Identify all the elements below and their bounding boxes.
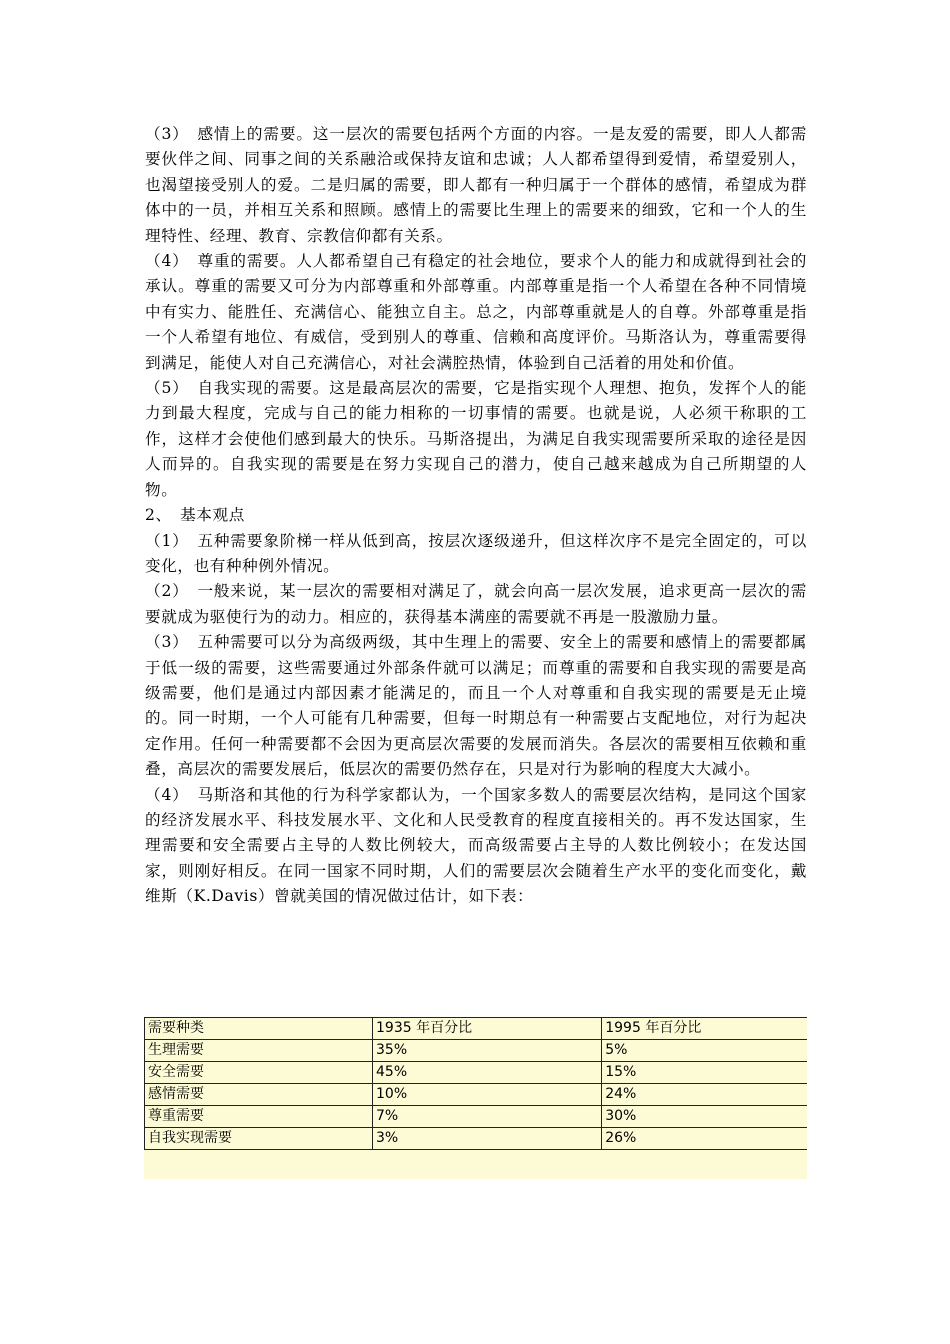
document-body — [145, 122, 807, 910]
header-cell: 1995 年百分比 — [602, 1018, 807, 1040]
table-row — [145, 1106, 808, 1128]
table-cell: 10% — [373, 1084, 602, 1106]
section-heading: 2、 基本观点 — [145, 506, 245, 525]
table-cell: 尊重需要 — [145, 1106, 373, 1128]
point-4: （4） 马斯洛和其他的行为科学家都认为，一个国家多数人的需要层次结构，是同这个国家的经济发展水平、科技发展水平、文化和人民受教育的程度直接相关的。再不发达国家，生理需要和安全需要占主导的人数比例较大，而高级需要占主导的人数比例较小；在发达国家，则刚好相反。在同一国家不同时期，人们的需要层次会随着生产水平的变化而变化，戴维斯（K.Davis）曾就美国的情况做过估计，如下表： — [145, 785, 807, 906]
table-cell: 生理需要 — [145, 1040, 373, 1062]
table-cell: 30% — [602, 1106, 807, 1128]
table-cell: 24% — [602, 1084, 807, 1106]
needs-percentage-table — [144, 1017, 807, 1179]
table-cell: 26% — [602, 1128, 807, 1150]
data-table — [144, 1017, 807, 1150]
paragraph-esteem-needs: （4） 尊重的需要。人人都希望自己有稳定的社会地位，要求个人的能力和成就得到社会的承认。尊重的需要又可分为内部尊重和外部尊重。内部尊重是指一个人希望在各种不同情境中有实力、能胜任、充满信心、能独立自主。总之，内部尊重就是人的自尊。外部尊重是指一个人希望有地位、有威信，受到别人的尊重、信赖和高度评价。马斯洛认为，尊重需要得到满足，能使人对自己充满信心，对社会满腔热情，体验到自己活着的用处和价值。 — [145, 252, 807, 372]
table-header-row — [145, 1018, 808, 1040]
table-row — [145, 1062, 808, 1084]
point-2: （2） 一般来说，某一层次的需要相对满足了，就会向高一层次发展，追求更高一层次的需要就成为驱使行为的动力。相应的，获得基本满座的需要就不再是一股激励力量。 — [145, 582, 807, 626]
table-cell: 45% — [373, 1062, 602, 1084]
point-1: （1） 五种需要象阶梯一样从低到高，按层次逐级递升，但这样次序不是完全固定的，可以变化，也有种种例外情况。 — [145, 531, 807, 575]
table-cell: 3% — [373, 1128, 602, 1150]
header-cell: 1935 年百分比 — [373, 1018, 602, 1040]
table-cell: 感情需要 — [145, 1084, 373, 1106]
table-row — [145, 1084, 808, 1106]
table-row — [145, 1040, 808, 1062]
table-row — [145, 1128, 808, 1150]
table-cell: 7% — [373, 1106, 602, 1128]
table-cell: 35% — [373, 1040, 602, 1062]
point-3: （3） 五种需要可以分为高级两级，其中生理上的需要、安全上的需要和感情上的需要都属于低一级的需要，这些需要通过外部条件就可以满足；而尊重的需要和自我实现的需要是高级需要，他们是通过内部因素才能满足的，而且一个人对尊重和自我实现的需要是无止境的。同一时期，一个人可能有几种需要，但每一时期总有一种需要占支配地位，对行为起决定作用。任何一种需要都不会因为更高层次需要的发展而消失。各层次的需要相互依赖和重叠，高层次的需要发展后，低层次的需要仍然存在，只是对行为影响的程度大大减小。 — [145, 633, 807, 779]
header-cell: 需要种类 — [145, 1018, 373, 1040]
paragraph-self-actualization: （5） 自我实现的需要。这是最高层次的需要，它是指实现个人理想、抱负，发挥个人的能力到最大程度，完成与自己的能力相称的一切事情的需要。也就是说，人必须干称职的工作，这样才会使他们感到最大的快乐。马斯洛提出，为满足自我实现需要所采取的途径是因人而异的。自我实现的需要是在努力实现自己的潜力，使自己越来越成为自己所期望的人物。 — [145, 379, 807, 499]
table-cell: 5% — [602, 1040, 807, 1062]
table-cell: 安全需要 — [145, 1062, 373, 1084]
table-cell: 自我实现需要 — [145, 1128, 373, 1150]
table-cell: 15% — [602, 1062, 807, 1084]
paragraph-emotional-needs: （3） 感情上的需要。这一层次的需要包括两个方面的内容。一是友爱的需要，即人人都需要伙伴之间、同事之间的关系融洽或保持友谊和忠诚；人人都希望得到爱情，希望爱别人，也渴望接受别人的爱。二是归属的需要，即人都有一种归属于一个群体的感情，希望成为群体中的一员，并相互关系和照顾。感情上的需要比生理上的需要来的细致，它和一个人的生理特性、经理、教育、宗教信仰都有关系。 — [145, 125, 807, 245]
